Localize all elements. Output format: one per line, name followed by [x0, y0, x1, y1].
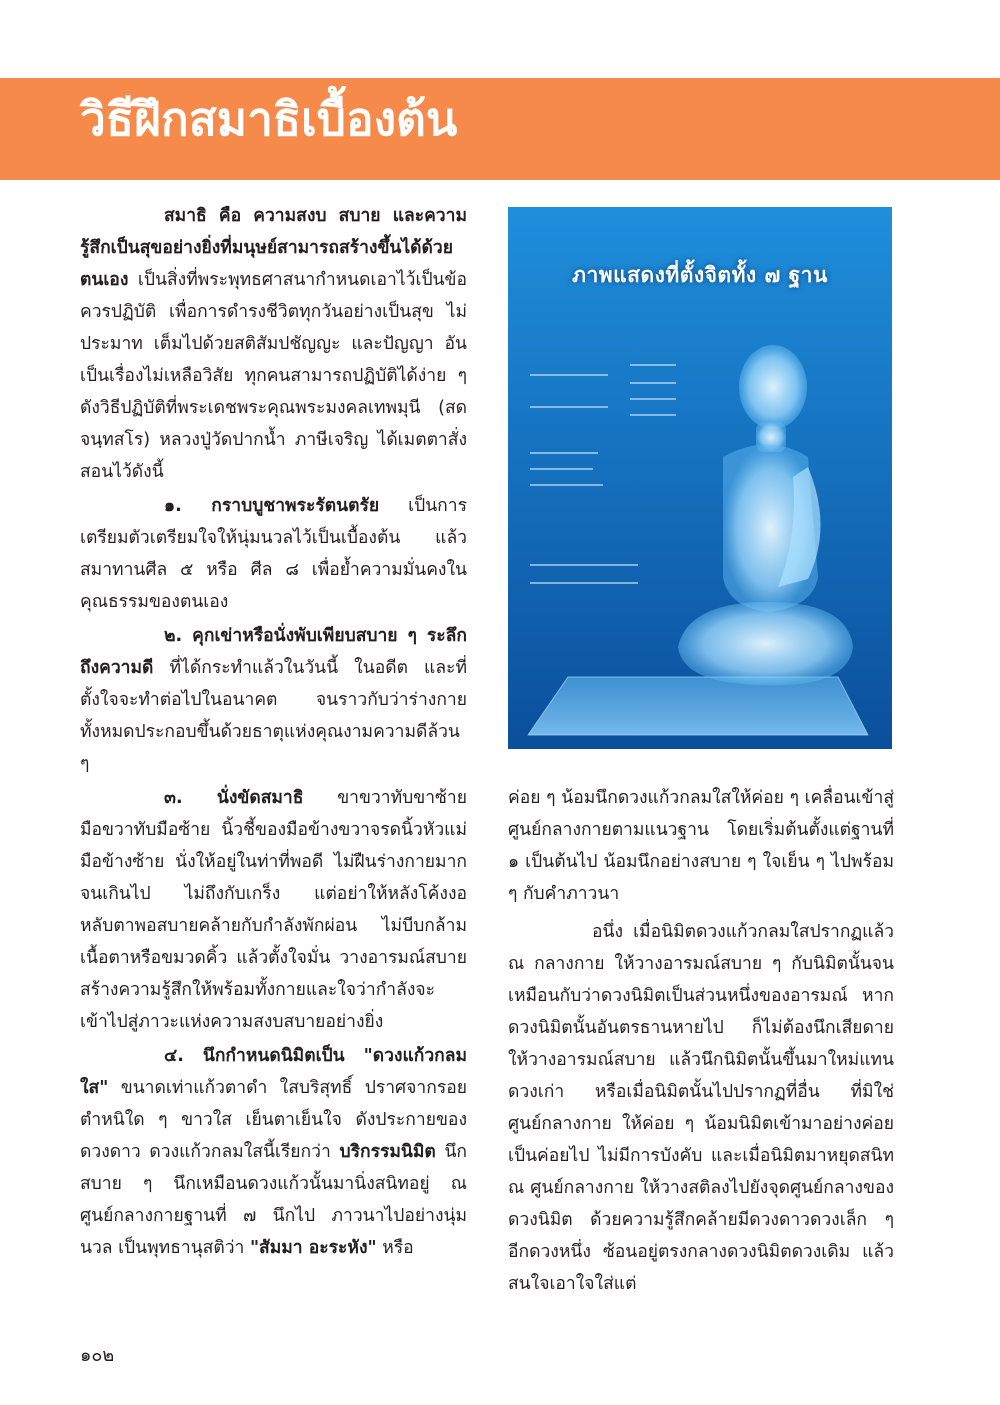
page-number: ๑๐๒ — [80, 1345, 115, 1366]
step-1-heading: ๑. กราบบูชาพระรัตนตรัย — [164, 496, 380, 516]
step-3-heading: ๓. นั่งขัดสมาธิ — [164, 788, 304, 808]
intro-text: เป็นสิ่งที่พระพุทธศาสนากำหนดเอาไว้เป็นข้อควรปฏิบัติ เพื่อการดำรงชีวิตทุกวันอย่างเป็นสุข ไม่ประมาท เต็มไปด้วยสติสัมปชัญญะ และปัญญา อันเป็นเรื่องไม่เหลือวิสัย ทุกคนสามารถปฏิบัติได้ง่าย ๆ ดังวิธีปฏิบัติที่พระเดชพระคุณพระมงคลเทพมุนี (สด จนฺทสโร) หลวงปู่วัดปากน้ำ ภาษีเจริญ ได้เมตตาสั่งสอนไว้ดังนี้ — [80, 270, 467, 482]
step-2-paragraph — [80, 620, 467, 780]
right-column — [508, 782, 894, 1302]
step-4-heading: ๔. นึกกำหนดนิมิตเป็น "ดวงแก้วกลมใส" — [80, 1046, 467, 1098]
intro-paragraph — [80, 200, 467, 488]
step-3-paragraph — [80, 782, 467, 1038]
step-4-paragraph — [80, 1040, 467, 1264]
step-4-text-b: นึกสบาย ๆ นึกเหมือนดวงแก้วนั้นมานิ่งสนิทอยู่ ณ ศูนย์กลางกายฐานที่ ๗ นึกไป ภาวนาไปอย่างนุ่มนวล เป็นพุทธานุสติว่า — [80, 1142, 468, 1258]
step-4-term: บริกรรมนิมิต — [339, 1142, 436, 1162]
step-4-text-a: ขนาดเท่าแก้วตาดำ ใสบริสุทธิ์ ปราศจากรอยตำหนิใด ๆ ขาวใส เย็นตาเย็นใจ ดังประกายของดวงดาว ดวงแก้วกลมใสนี้เรียกว่า — [80, 1078, 467, 1162]
step-4-mantra: "สัมมา อะระหัง" — [249, 1238, 377, 1258]
nimitta-paragraph: อนึ่ง เมื่อนิมิตดวงแก้วกลมใสปรากฏแล้ว ณ กลางกาย ให้วางอารมณ์สบาย ๆ กับนิมิตนั้นจนเหมือนกับว่าดวงนิมิตเป็นส่วนหนึ่งของอารมณ์ หากดวงนิมิตนั้นอันตรธานหายไป ก็ไม่ต้องนึกเสียดาย ให้วางอารมณ์สบาย แล้วนึกนิมิตนั้นขึ้นมาใหม่แทนดวงเก่า หรือเมื่อนิมิตนั้นไปปรากฏที่อื่น ที่มิใช่ศูนย์กลางกาย ให้ค่อย ๆ น้อมนิมิตเข้ามาอย่างค่อยเป็นค่อยไป ไม่มีการบังคับ และเมื่อนิมิตมาหยุดสนิท ณ ศูนย์กลางกาย ให้วางสติลงไปยังจุดศูนย์กลางของดวงนิมิต ด้วยความรู้สึกคล้ายมีดวงดาวดวงเล็ก ๆ อีกดวงหนึ่ง ซ้อนอยู่ตรงกลางดวงนิมิตดวงเดิม แล้วสนใจเอาใจใส่แต่ — [508, 922, 894, 1294]
step-1-text: เป็นการเตรียมตัวเตรียมใจให้นุ่มนวลไว้เป็นเบื้องต้น แล้วสมาทานศีล ๕ หรือ ศีล ๘ เพื่อย้ำความมั่นคงในคุณธรรมของตนเอง — [80, 496, 468, 612]
step-3-text: ขาขวาทับขาซ้าย มือขวาทับมือซ้าย นิ้วชี้ของมือข้างขวาจรดนิ้วหัวแม่มือข้างซ้าย นั่งให้อยู่ในท่าที่พอดี ไม่ฝืนร่างกายมากจนเกินไป ไม่ถึงกับเกร็ง แต่อย่าให้หลังโค้งงอ หลับตาพอสบายคล้ายกับกำลังพักผ่อน ไม่บีบกล้ามเนื้อตาหรือขมวดคิ้ว แล้วตั้งใจมั่น วางอารมณ์สบาย สร้างความรู้สึกให้พร้อมทั้งกายและใจว่ากำลังจะเข้าไปสู่ภาวะแห่งความสงบสบายอย่างยิ่ง — [80, 788, 467, 1032]
title-band — [0, 78, 1000, 180]
figure-title: ภาพแสดงที่ตั้งจิตทั้ง ๗ ฐาน — [572, 263, 828, 287]
step-4-text-c: หรือ — [376, 1238, 414, 1258]
step-2-text: ที่ได้กระทำแล้วในวันนี้ ในอดีต และที่ตั้งใจจะทำต่อไปในอนาคต จนราวกับว่าร่างกายทั้งหมดประกอบขึ้นด้วยธาตุแห่งคุณงามความดีล้วน ๆ — [80, 658, 467, 774]
meditation-figure — [508, 207, 892, 749]
left-column — [80, 200, 467, 1266]
continuation-paragraph: ค่อย ๆ น้อมนึกดวงแก้วกลมใสให้ค่อย ๆ เคลื่อนเข้าสู่ศูนย์กลางกายตามแนวฐาน โดยเริ่มต้นตั้งแต่ฐานที่ ๑ เป็นต้นไป น้อมนึกอย่างสบาย ๆ ใจเย็น ๆ ไปพร้อม ๆ กับคำภาวนา — [508, 788, 894, 904]
step-1-paragraph — [80, 490, 467, 618]
page-title: วิธีฝึกสมาธิเบื้องต้น — [80, 92, 458, 146]
step-2-heading: ๒. คุกเข่าหรือนั่งพับเพียบสบาย ๆ ระลึกถึงความดี — [80, 626, 467, 678]
intro-bold: สมาธิ คือ ความสงบ สบาย และความรู้สึกเป็นสุขอย่างยิ่งที่มนุษย์สามารถสร้างขึ้นได้ด้วยตนเอง — [80, 206, 467, 290]
